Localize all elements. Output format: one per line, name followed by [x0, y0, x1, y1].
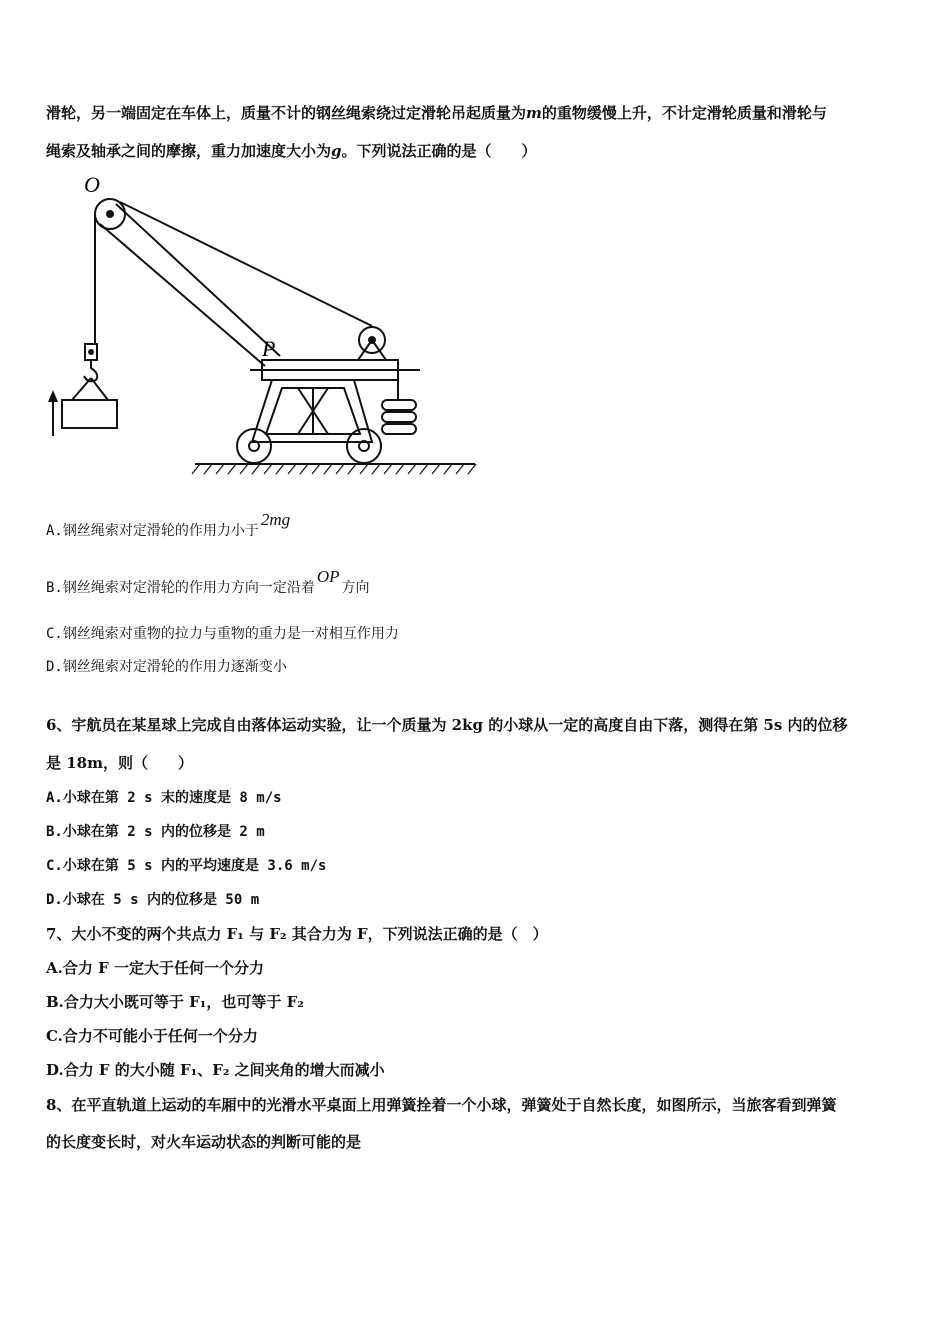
math-2mg: 2mg [260, 510, 291, 529]
q7-option-c: C.合力不可能小于任何一个分力 [46, 1027, 258, 1045]
q5-intro-line2: 绳索及轴承之间的摩擦，重力加速度大小为g。下列说法正确的是（ ） [46, 142, 537, 160]
boom-right-edge [116, 204, 280, 356]
var-m: m [526, 104, 542, 122]
q7-option-a: A.合力 F 一定大于任何一个分力 [46, 959, 264, 977]
counterweight-1 [382, 400, 416, 410]
math-op: OP [316, 567, 340, 586]
q6-option-a: A.小球在第 2 s 末的速度是 8 m/s [46, 790, 282, 806]
q7-stem: 7、大小不变的两个共点力 F₁ 与 F₂ 其合力为 F，下列说法正确的是（ ） [46, 925, 548, 943]
boom-left-edge [100, 224, 265, 366]
q8-stem-line2: 的长度变长时，对火车运动状态的判断可能的是 [46, 1133, 362, 1151]
arrow-head [48, 390, 58, 402]
q6-stem-line2: 是 18m，则（ ） [46, 754, 193, 772]
q6-option-c: C.小球在第 5 s 内的平均速度是 3.6 m/s [46, 858, 327, 874]
label-p: P [262, 336, 276, 361]
load-box [62, 400, 117, 428]
ground-hatch [192, 464, 476, 474]
q5-intro-line1: 滑轮，另一端固定在车体上，质量不计的钢丝绳索绕过定滑轮吊起质量为m的重物缓慢上升，不计定滑轮质量和滑轮与 [46, 104, 827, 122]
cable-top [120, 202, 372, 326]
q7-option-d: D.合力 F 的大小随 F₁、F₂ 之间夹角的增大而减小 [46, 1061, 385, 1079]
q7-option-b: B.合力大小既可等于 F₁，也可等于 F₂ [46, 993, 304, 1011]
wheel-right [347, 429, 381, 463]
q5-option-b: B.钢丝绳索对定滑轮的作用力方向一定沿着OP方向 [46, 567, 370, 596]
q5-option-a: A.钢丝绳索对定滑轮的作用力小于2mg [46, 510, 291, 539]
box-rope-left [72, 378, 91, 400]
q6-option-d: D.小球在 5 s 内的位移是 50 m [46, 892, 260, 908]
var-g: g [331, 142, 342, 160]
counterweight-3 [382, 424, 416, 434]
crane-figure [40, 168, 490, 480]
counterweight-2 [382, 412, 416, 422]
label-o: O [84, 172, 100, 197]
q5-option-c: C.钢丝绳索对重物的拉力与重物的重力是一对相互作用力 [46, 626, 399, 642]
box-rope-right [91, 378, 108, 400]
q8-stem-line1: 8、在平直轨道上运动的车厢中的光滑水平桌面上用弹簧拴着一个小球，弹簧处于自然长度，如图所示，当旅客看到弹簧 [46, 1096, 837, 1114]
q6-stem-line1: 6、宇航员在某星球上完成自由落体运动实验，让一个质量为 2kg 的小球从一定的高度自由下落，测得在第 5s 内的位移 [46, 716, 848, 734]
pulley-o-axle [107, 211, 113, 217]
q5-option-d: D.钢丝绳索对定滑轮的作用力逐渐变小 [46, 659, 287, 675]
q6-option-b: B.小球在第 2 s 内的位移是 2 m [46, 824, 265, 840]
hook-pin [89, 350, 93, 354]
